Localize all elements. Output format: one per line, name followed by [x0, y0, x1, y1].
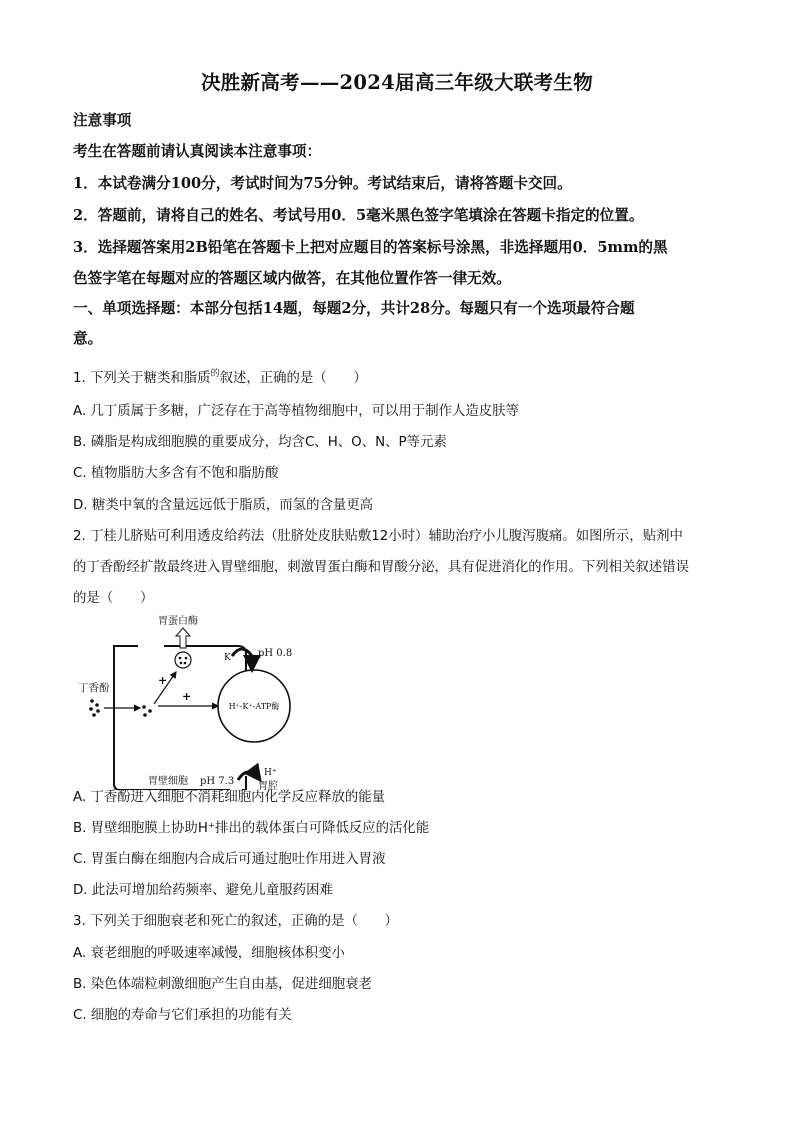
q1-option-c: C. 植物脂肪大多含有不饱和脂肪酸: [73, 466, 279, 481]
q2-stem-line-2: 的丁香酚经扩散最终进入胃壁细胞，刺激胃蛋白酶和胃酸分泌，具有促进消化的作用。下列相关叙述错误: [73, 560, 689, 575]
label-cell: 胃壁细胞: [148, 776, 188, 787]
h-ion-arrow: [238, 772, 260, 780]
eugenol-molecules-outside: [89, 699, 100, 717]
q1-stem-b: 叙述，正确的是（ ）: [219, 371, 367, 386]
notice-heading: 注意事项: [73, 112, 132, 129]
notice-item-3-cont: 色签字笔在每题对应的答题区域内做答，在其他位置作答一律无效。: [73, 270, 511, 287]
section-heading: 一、单项选择题：本部分包括14题，每题2分，共计28分。每题只有一个选项最符合题: [73, 300, 635, 317]
q3-option-a: A. 衰老细胞的呼吸速率减慢，细胞核体积变小: [73, 946, 345, 961]
q2-stem-line-1: 2. 丁桂儿脐贴可利用透皮给药法（肚脐处皮肤贴敷12小时）辅助治疗小儿腹泻腹痛。如图所示，贴剂中: [73, 529, 683, 544]
label-lumen: 胃腔: [258, 781, 278, 790]
notice-item-2: 2．答题前，请将自己的姓名、考试号用0．5毫米黑色签字笔填涂在答题卡指定的位置。: [73, 207, 644, 224]
q2-option-d: D. 此法可增加给药频率、避免儿童服药困难: [73, 883, 333, 898]
plus-sign-pepsin: +: [158, 674, 168, 687]
q1-option-a: A. 几丁质属于多糖，广泛存在于高等植物细胞中，可以用于制作人造皮肤等: [73, 404, 519, 419]
eugenol-molecules-inside: [142, 705, 152, 717]
page-title: 决胜新高考——2024届高三年级大联考生物: [200, 71, 594, 94]
notice-item-3: 3．选择题答案用2B铅笔在答题卡上把对应题目的答案标号涂黑，非选择题用0．5mm的黑: [73, 239, 668, 256]
q2-option-c: C. 胃蛋白酶在细胞内合成后可通过胞吐作用进入胃液: [73, 852, 386, 867]
q2-option-a: A. 丁香酚进入细胞不消耗细胞内化学反应释放的能量: [73, 790, 386, 805]
q3-option-c: C. 细胞的寿命与它们承担的功能有关: [73, 1008, 292, 1023]
q1-option-b: B. 磷脂是构成细胞膜的重要成分，均含C、H、O、N、P等元素: [73, 435, 447, 450]
section-heading-cont: 意。: [73, 330, 103, 347]
q1-stem-mark: 的: [210, 369, 220, 379]
q1-option-d: D. 糖类中氧的含量远远低于脂质，而氢的含量更高: [73, 498, 374, 513]
gastric-cell-diagram: [78, 612, 308, 790]
notice-intro: 考生在答题前请认真阅读本注意事项：: [73, 143, 322, 160]
q1-stem: [73, 367, 367, 386]
label-ph-cell: pH 7.3: [200, 776, 235, 787]
q2-stem-line-3: 的是（ ）: [73, 591, 154, 606]
q3-stem: 3. 下列关于细胞衰老和死亡的叙述，正确的是（ ）: [73, 914, 399, 929]
q3-option-b: B. 染色体端粒刺激细胞产生自由基，促进细胞衰老: [73, 977, 372, 992]
label-eugenol: 丁香酚: [78, 682, 110, 694]
label-pump: H⁺-K⁺-ATP酶: [228, 702, 280, 711]
label-k-ion: K⁺: [224, 653, 236, 663]
notice-item-1: 1．本试卷满分100分，考试时间为75分钟。考试结束后，请将答题卡交回。: [73, 175, 572, 192]
label-pepsin: 胃蛋白酶: [158, 616, 198, 627]
label-ph-lumen: pH 0.8: [258, 648, 293, 659]
q2-option-b: B. 胃壁细胞膜上协助H⁺排出的载体蛋白可降低反应的活化能: [73, 821, 430, 836]
q1-stem-a: 1. 下列关于糖类和脂质: [73, 371, 211, 386]
vesicle: [175, 652, 191, 668]
plus-sign-pump: +: [182, 690, 192, 703]
label-h-ion: H⁺: [264, 768, 277, 778]
